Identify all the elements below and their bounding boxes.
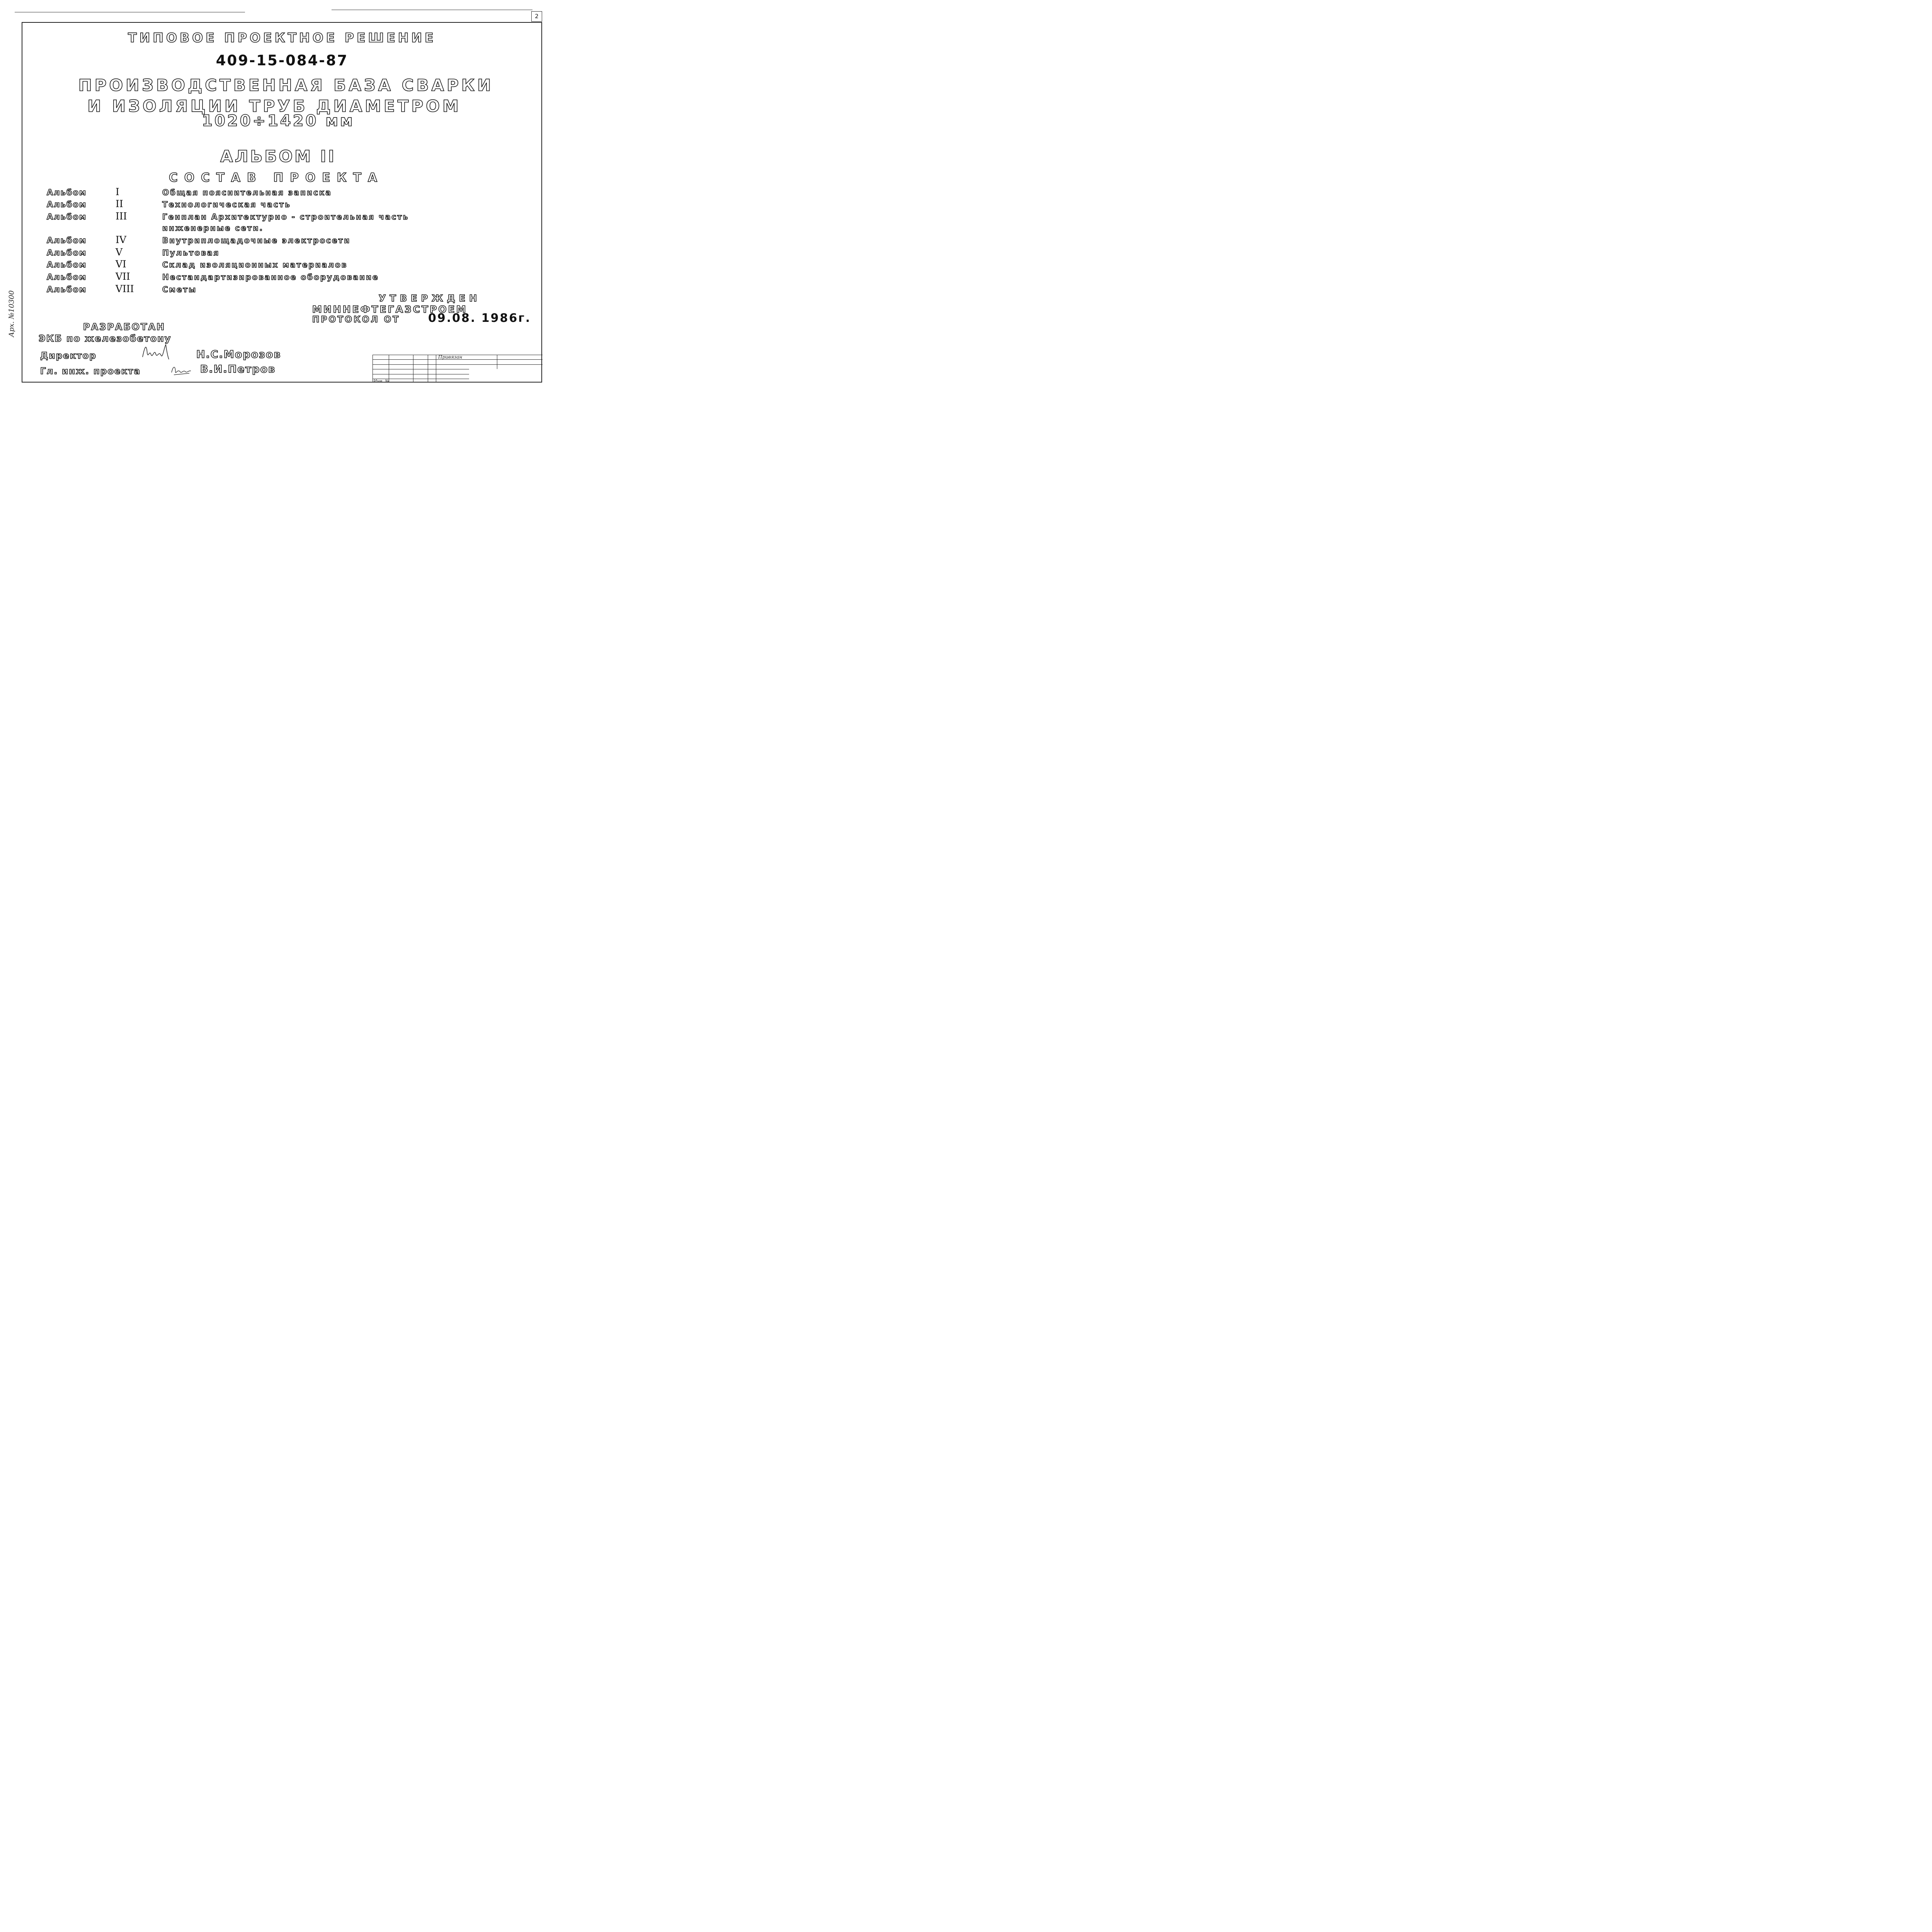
approved-label: УТВЕРЖДЕН	[379, 293, 481, 304]
chief-engineer-name: В.И.Петров	[200, 363, 276, 375]
inventory-number-label: Инв. №	[373, 379, 389, 384]
album-number: VII	[116, 271, 130, 282]
album-title: Технологическая часть	[162, 200, 291, 209]
album-number: VIII	[116, 283, 134, 294]
privyazan-label: Привязан	[438, 354, 463, 360]
project-title-line-1: ПРОИЗВОДСТВЕННАЯ БАЗА СВАРКИ	[78, 76, 494, 95]
album-label: Альбом	[47, 212, 87, 221]
album-label: Альбом	[47, 260, 87, 269]
archive-stamp: Арх. №10300	[7, 290, 16, 337]
sheet-number-box: 2	[531, 11, 542, 22]
album-label: Альбом	[47, 200, 87, 209]
project-code: 409-15-084-87	[216, 52, 349, 69]
composition-heading: СОСТАВ ПРОЕКТА	[168, 171, 384, 185]
album-label: Альбом	[47, 236, 87, 245]
director-signature	[141, 342, 172, 361]
chief-engineer-label: Гл. инж. проекта	[40, 366, 141, 376]
director-name: Н.С.Морозов	[196, 349, 281, 361]
album-number: I	[116, 186, 119, 197]
album-number: V	[116, 247, 123, 258]
album-number: IV	[116, 234, 126, 245]
album-label: Альбом	[47, 285, 87, 294]
album-title: Пультовая	[162, 248, 220, 257]
project-title-line-2: И ИЗОЛЯЦИИ ТРУБ ДИАМЕТРОМ	[87, 97, 461, 116]
developed-by-label: РАЗРАБОТАН	[83, 321, 166, 332]
album-number: II	[116, 198, 123, 209]
director-label: Директор	[40, 351, 97, 361]
approval-date: 09.08. 1986г.	[428, 311, 531, 325]
album-label: Альбом	[47, 248, 87, 257]
album-title: Генплан Архитектурно - строительная часть	[162, 212, 409, 221]
approving-ministry: МИННЕФТЕГАЗСТРОЕМ	[312, 304, 468, 315]
album-title: Склад изоляционных материалов	[162, 260, 348, 269]
protocol-label: ПРОТОКОЛ ОТ	[312, 315, 400, 325]
chief-engineer-signature	[170, 363, 193, 377]
album-heading: АЛЬБОМ II	[220, 147, 336, 166]
developer-org: ЭКБ по железобетону	[39, 333, 172, 344]
album-number: III	[116, 211, 127, 222]
album-title: Внутриплощадочные электросети	[162, 236, 351, 245]
album-number: VI	[116, 259, 126, 270]
album-title: Сметы	[162, 285, 197, 294]
album-title: Нестандартизированное оборудование	[162, 272, 379, 282]
album-label: Альбом	[47, 188, 87, 197]
document-type-heading: ТИПОВОЕ ПРОЕКТНОЕ РЕШЕНИЕ	[128, 30, 436, 45]
diameter-range: 1020÷1420 мм	[202, 112, 355, 130]
album-label: Альбом	[47, 272, 87, 282]
stamp-grid	[372, 355, 543, 383]
album-title: Общая пояснительная записка	[162, 188, 332, 197]
album-title: инженерные сети.	[162, 223, 264, 233]
